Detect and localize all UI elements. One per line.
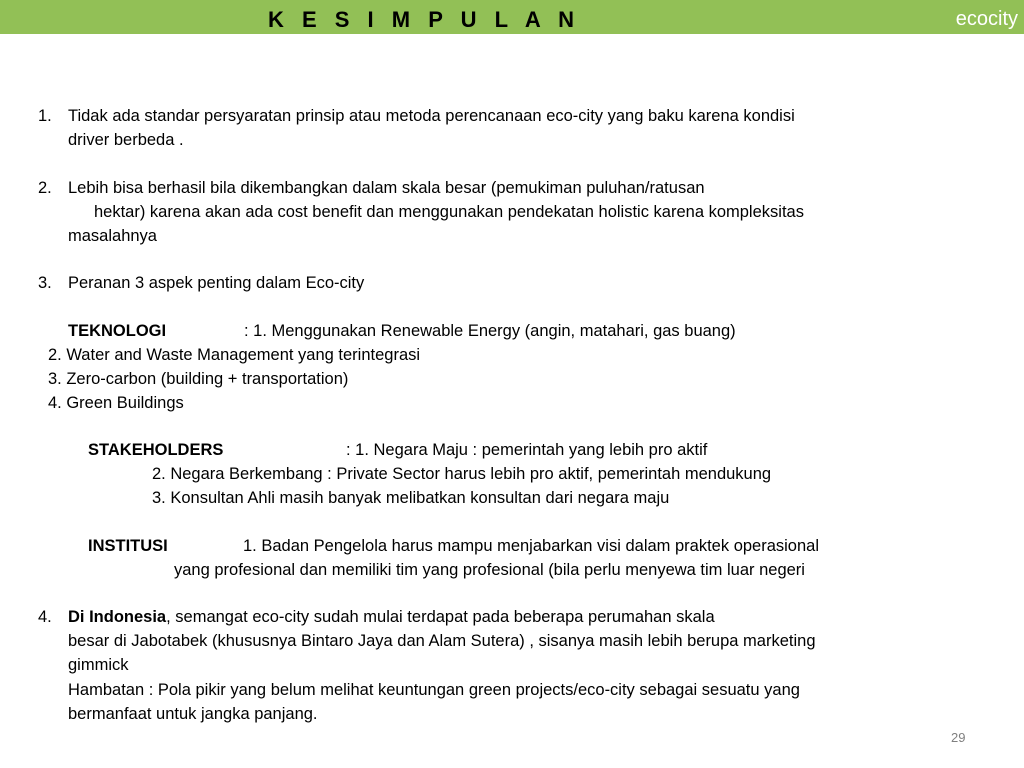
point-2-line-1: Lebih bisa berhasil bila dikembangkan dalam skala besar (pemukiman puluhan/ratusan <box>68 179 705 197</box>
point-4-line-1-rest: , semangat eco-city sudah mulai terdapat pada beberapa perumahan skala <box>166 608 715 626</box>
stakeholders-item-3: 3. Konsultan Ahli masih banyak melibatkan konsultan dari negara maju <box>152 489 670 507</box>
point-2-number: 2. <box>38 179 52 197</box>
institusi-heading: INSTITUSI <box>88 537 168 555</box>
point-3-number: 3. <box>38 274 52 292</box>
point-4-line-1 <box>68 607 715 627</box>
teknologi-heading: TEKNOLOGI <box>68 322 167 340</box>
teknologi-item-2: 2. Water and Waste Management yang terintegrasi <box>48 346 421 364</box>
point-2-line-2: hektar) karena akan ada cost benefit dan menggunakan pendekatan holistic karena kompleksitas <box>94 203 804 221</box>
page-number: 29 <box>951 730 966 745</box>
stakeholders-item-1: : 1. Negara Maju : pemerintah yang lebih pro aktif <box>346 441 708 459</box>
point-1-number: 1. <box>38 107 52 125</box>
point-4-line-4: Hambatan : Pola pikir yang belum melihat keuntungan green projects/eco-city sebagai sesuatu yang <box>68 681 800 699</box>
teknologi-item-1: : 1. Menggunakan Renewable Energy (angin, matahari, gas buang) <box>244 322 736 340</box>
header-bar <box>0 0 1024 34</box>
point-4-bold: Di Indonesia <box>68 608 167 626</box>
point-4-line-2: besar di Jabotabek (khususnya Bintaro Jaya dan Alam Sutera) , sisanya masih lebih berupa marketing <box>68 632 816 650</box>
point-4-line-3: gimmick <box>68 656 129 674</box>
slide-title: K E S I M P U L A N <box>267 7 581 32</box>
point-4-line-5: bermanfaat untuk jangka panjang. <box>68 705 318 723</box>
point-1-line-1: Tidak ada standar persyaratan prinsip atau metoda perencanaan eco-city yang baku karena kondisi <box>68 107 795 125</box>
point-3-line-1: Peranan 3 aspek penting dalam Eco-city <box>68 274 365 292</box>
teknologi-label <box>68 321 166 341</box>
point-1-line-2: driver berbeda . <box>68 131 184 149</box>
point-4-number: 4. <box>38 608 52 626</box>
institusi-label <box>88 536 168 556</box>
point-2-line-3: masalahnya <box>68 227 157 245</box>
stakeholders-label <box>88 440 223 460</box>
institusi-item-2: yang profesional dan memiliki tim yang profesional (bila perlu menyewa tim luar negeri <box>174 561 805 579</box>
teknologi-item-3: 3. Zero-carbon (building + transportation) <box>48 370 349 388</box>
brand-label: ecocity <box>955 8 1018 30</box>
teknologi-item-4: 4. Green Buildings <box>48 394 184 412</box>
stakeholders-item-2: 2. Negara Berkembang : Private Sector harus lebih pro aktif, pemerintah mendukung <box>152 465 772 483</box>
stakeholders-heading: STAKEHOLDERS <box>88 441 224 459</box>
institusi-item-1: 1. Badan Pengelola harus mampu menjabarkan visi dalam praktek operasional <box>243 537 820 555</box>
